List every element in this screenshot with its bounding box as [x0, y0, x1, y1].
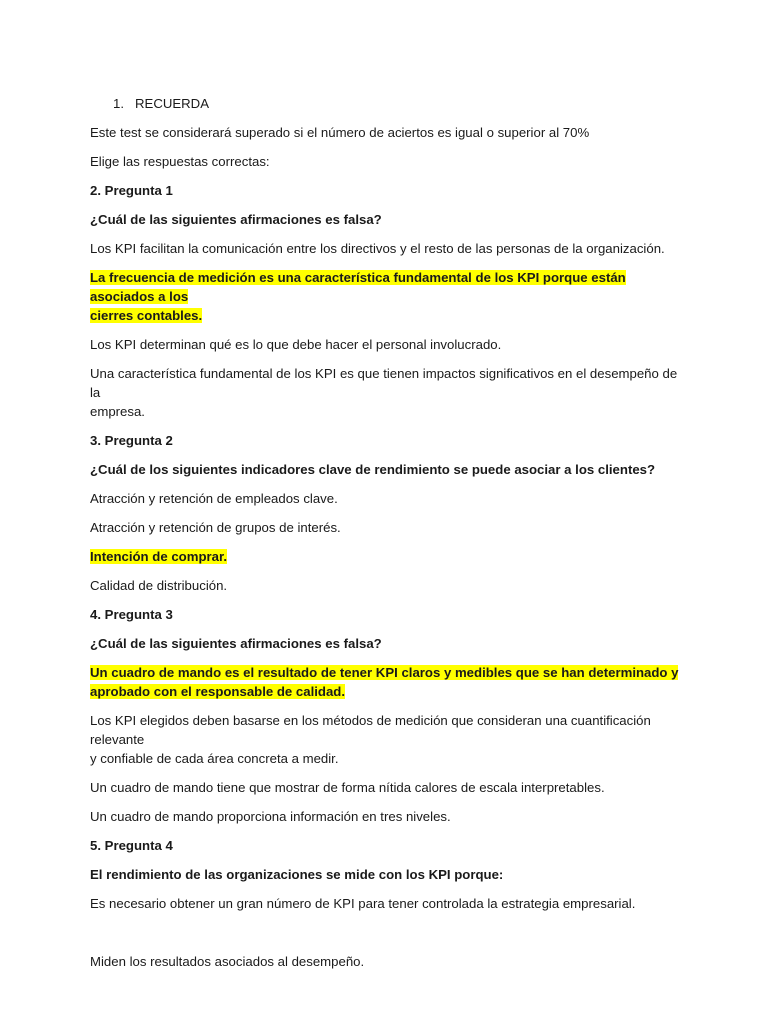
- question-1-prompt: ¿Cuál de las siguientes afirmaciones es falsa?: [90, 212, 382, 227]
- question-2-prompt: ¿Cuál de los siguientes indicadores clave de rendimiento se puede asociar a los clientes?: [90, 462, 656, 477]
- answer-highlight: Un cuadro de mando es el resultado de tener KPI claros y medibles que se han determinado y: [90, 665, 679, 680]
- instruction-text: Elige las respuestas correctas:: [90, 154, 270, 169]
- question-3-title: 4. Pregunta 3: [90, 607, 173, 622]
- q4-option-2: Miden los resultados asociados al desempeño.: [90, 954, 365, 969]
- q3-option-2-cont: y confiable de cada área concreta a medir.: [90, 751, 339, 766]
- q1-option-4-cont: empresa.: [90, 404, 145, 419]
- answer-highlight: La frecuencia de medición es una característica fundamental de los KPI porque están asociados a los: [90, 270, 626, 304]
- q2-option-2: Atracción y retención de grupos de interés.: [90, 520, 341, 535]
- q3-option-3: Un cuadro de mando tiene que mostrar de forma nítida calores de escala interpretables.: [90, 780, 605, 795]
- q2-option-4: Calidad de distribución.: [90, 578, 228, 593]
- answer-highlight: aprobado con el responsable de calidad.: [90, 684, 346, 699]
- recuerda-heading: [113, 94, 690, 113]
- intro-text: Este test se considerará superado si el número de aciertos es igual o superior al 70%: [90, 125, 590, 140]
- q2-option-3-correct: [90, 547, 690, 566]
- q1-option-1: Los KPI facilitan la comunicación entre los directivos y el resto de las personas de la organización.: [90, 241, 665, 256]
- question-2-title: 3. Pregunta 2: [90, 433, 173, 448]
- list-number: 1.: [113, 96, 124, 111]
- document-page: [90, 94, 690, 971]
- q3-option-4: Un cuadro de mando proporciona información en tres niveles.: [90, 809, 451, 824]
- q3-option-1-cont: [90, 682, 690, 701]
- q1-option-3: Los KPI determinan qué es lo que debe hacer el personal involucrado.: [90, 337, 502, 352]
- question-3-prompt: ¿Cuál de las siguientes afirmaciones es falsa?: [90, 636, 382, 651]
- q3-option-2: Los KPI elegidos deben basarse en los métodos de medición que consideran una cuantificación relevante: [90, 713, 651, 747]
- heading-text: RECUERDA: [135, 96, 210, 111]
- q1-option-2-cont: [90, 306, 690, 325]
- q4-option-1: Es necesario obtener un gran número de KPI para tener controlada la estrategia empresarial.: [90, 896, 636, 911]
- question-4-prompt: El rendimiento de las organizaciones se mide con los KPI porque:: [90, 867, 504, 882]
- question-4-title: 5. Pregunta 4: [90, 838, 173, 853]
- question-1-title: 2. Pregunta 1: [90, 183, 173, 198]
- q1-option-2-correct: [90, 268, 690, 306]
- answer-highlight: Intención de comprar.: [90, 549, 228, 564]
- q1-option-4: Una característica fundamental de los KPI es que tienen impactos significativos en el desempeño de la: [90, 366, 678, 400]
- q3-option-1-correct: [90, 663, 690, 682]
- q2-option-1: Atracción y retención de empleados clave.: [90, 491, 338, 506]
- answer-highlight: cierres contables.: [90, 308, 203, 323]
